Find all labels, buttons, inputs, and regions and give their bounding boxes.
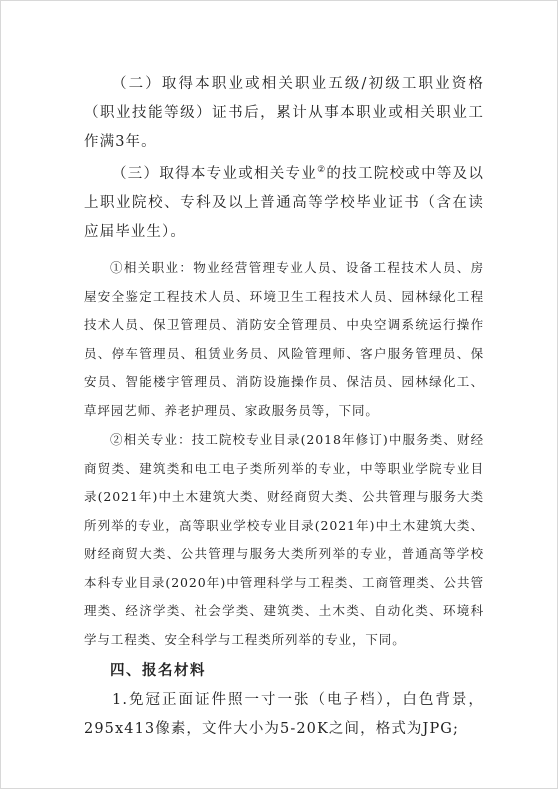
condition-item-3-rest: 的技工院校或中等及以上职业院校、专科及以上普通高等学校毕业证书（含在读应届毕业生）。: [84, 166, 484, 240]
condition-item-3: [84, 160, 484, 247]
footnote-marker-2: ②: [317, 165, 327, 176]
condition-item-3-lead: （三）取得本专业或相关专业: [112, 166, 318, 182]
note-related-majors: ②相关专业：技工院校专业目录(2018年修订)中服务类、财经商贸类、建筑类和电工电子类所列举的专业，中等职业学院专业目录(2021年)中土木建筑大类、财经商贸大类、公共管理与服务大类所列举的专业，高等职业学校专业目录(2021年)中土木建筑大类、财经商贸大类、公共管理与服务大类所列举的专业，普通高等学校本科专业目录(2020年)中管理科学与工程类、工商管理类、公共管理类、经济学类、社会学类、建筑类、土木类、自动化类、环境科学与工程类、安全科学与工程类所列举的专业，下同。: [84, 432, 484, 647]
material-item-1: 1.免冠正面证件照一寸一张（电子档），白色背景，295x413像素，文件大小为5-20K之间，格式为JPG;: [84, 692, 484, 737]
document-body: [84, 70, 484, 744]
condition-item-2: （二）取得本职业或相关职业五级/初级工职业资格（职业技能等级）证书后，累计从事本职业或相关职业工作满3年。: [84, 76, 484, 150]
note-related-occupations: ①相关职业：物业经营管理专业人员、设备工程技术人员、房屋安全鉴定工程技术人员、环境卫生工程技术人员、园林绿化工程技术人员、保卫管理员、消防安全管理员、中央空调系统运行操作员、停车管理员、租赁业务员、风险管理师、客户服务管理员、保安员、智能楼宇管理员、消防设施操作员、保洁员、园林绿化工、草坪园艺师、养老护理员、家政服务员等，下同。: [84, 260, 484, 418]
section-heading-materials: 四、报名材料: [110, 663, 206, 679]
